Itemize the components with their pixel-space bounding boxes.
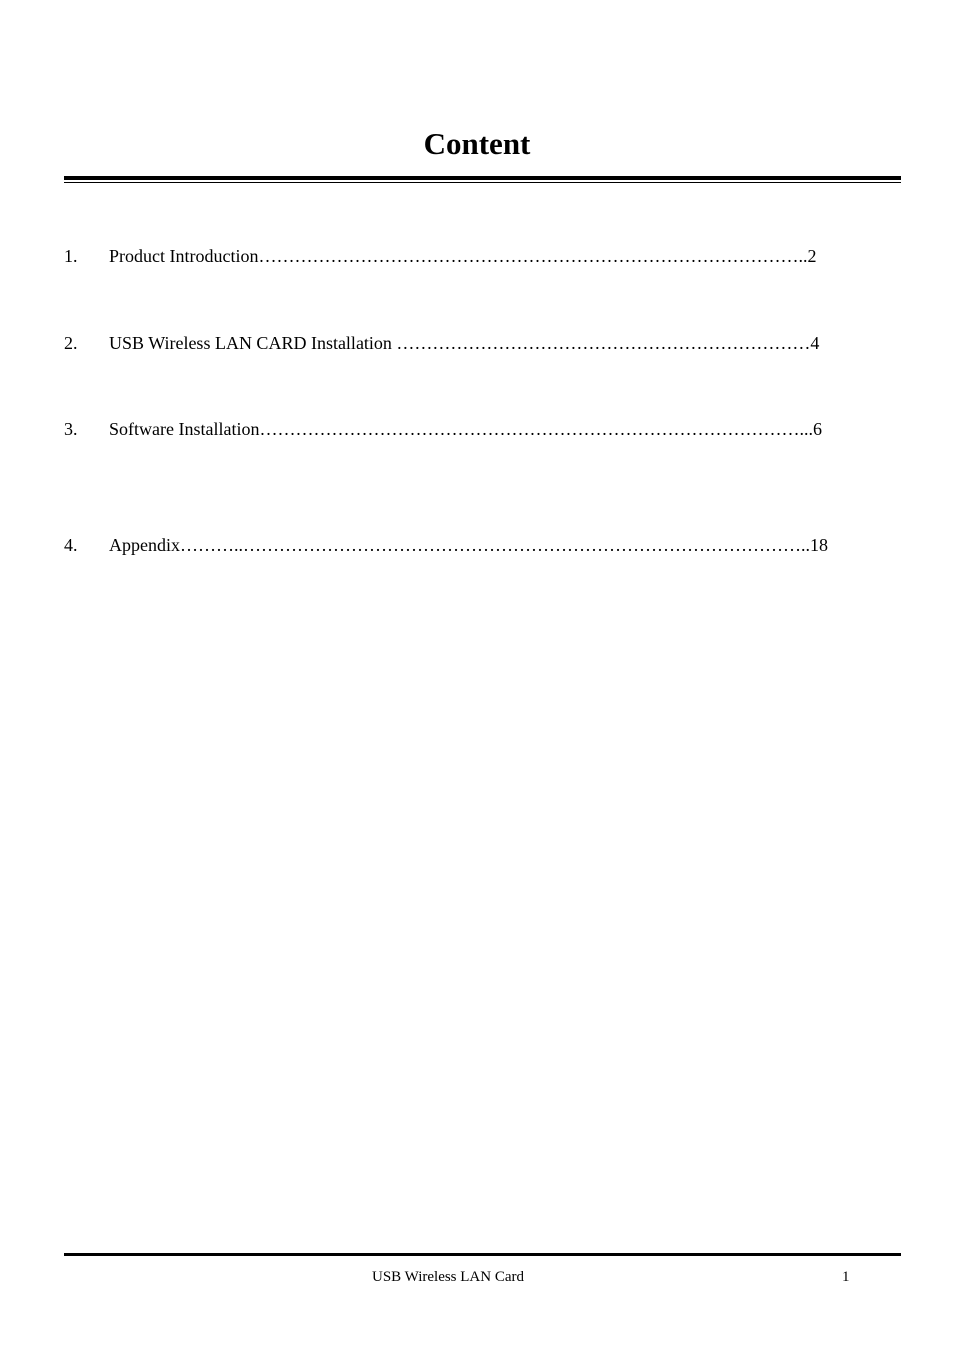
title-divider-thin [64, 182, 901, 183]
toc-entry-number: 1. [64, 246, 78, 266]
toc-entry-number: 3. [64, 419, 78, 439]
footer-divider [64, 1253, 901, 1256]
footer-title: USB Wireless LAN Card [371, 1269, 525, 1285]
toc-entry-text: USB Wireless LAN CARD Installation ……………………………………………………………4 [109, 333, 820, 353]
toc-entry-appendix[interactable] [64, 533, 879, 557]
toc-entry-number: 2. [64, 333, 78, 353]
toc-entry-text: Product Introduction………………………………………………………………………………..2 [109, 246, 817, 266]
toc-entry-product-introduction[interactable] [64, 244, 866, 268]
title-divider-thick [64, 176, 901, 180]
toc-entry-number: 4. [64, 535, 78, 555]
toc-entry-text: Software Installation………………………………………………………………………………...6 [109, 419, 822, 439]
toc-entry-software-installation[interactable] [64, 417, 872, 441]
toc-entry-text: Appendix………..…………………………………………………………………………………..18 [109, 535, 828, 555]
footer-page-number: 1 [842, 1269, 850, 1285]
page-title: Content [423, 126, 531, 161]
toc-entry-usb-installation[interactable] [64, 331, 869, 355]
